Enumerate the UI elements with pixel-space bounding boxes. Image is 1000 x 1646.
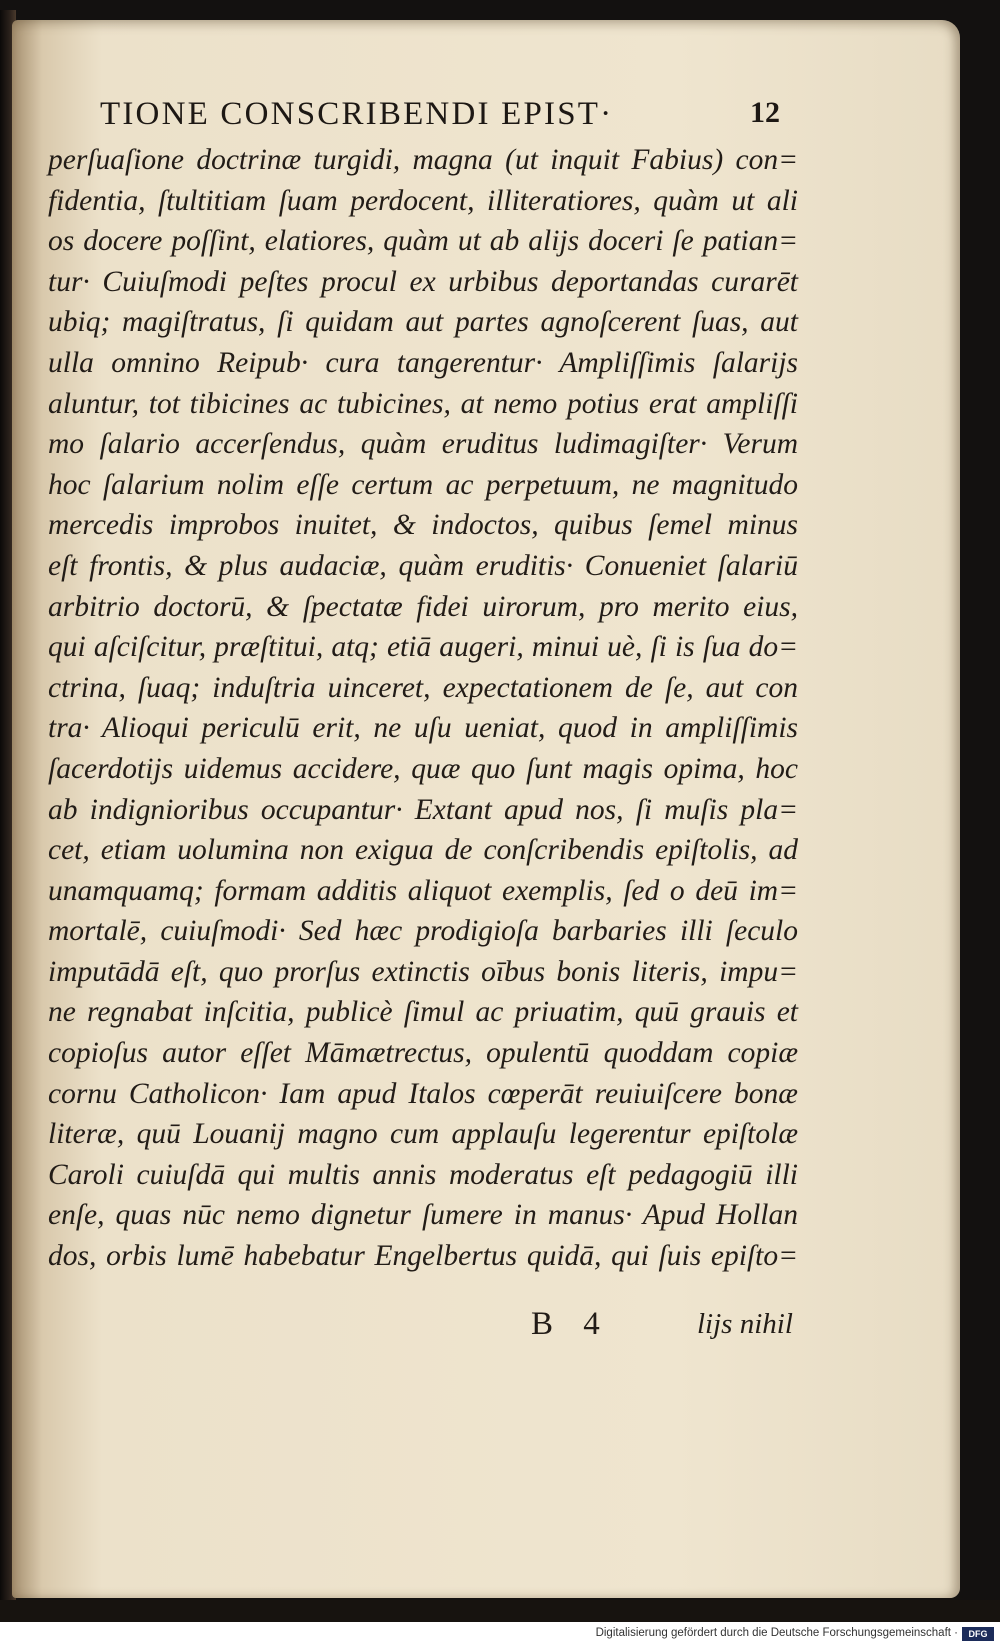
scan-bottom-edge <box>0 1600 1000 1622</box>
text-line: imputādā eſt, quo prorſus extinctis oībus bonis literis, impu= <box>48 955 798 988</box>
footer-bar <box>0 1622 1000 1646</box>
text-line: ubiq; magiſtratus, ſi quidam aut partes agnoſcerent ſuas, aut <box>48 306 798 339</box>
funding-credit: Digitalisierung gefördert durch die Deutsche Forschungsgemeinschaft · <box>595 1627 958 1639</box>
text-line: eſt frontis, & plus audaciæ, quàm eruditis· Conueniet ſalariū <box>48 549 798 582</box>
text-line: os docere poſſint, elatiores, quàm ut ab alijs doceri ſe patian= <box>48 225 798 258</box>
text-line: perſuaſione doctrinæ turgidi, magna (ut inquit Fabius) con= <box>48 144 798 176</box>
text-line: mortalē, cuiuſmodi· Sed hæc prodigioſa barbaries illi ſeculo <box>48 915 798 948</box>
text-line: ulla omnino Reipub· cura tangerentur· Ampliſſimis ſalarijs <box>48 346 798 379</box>
text-line: cornu Catholicon· Iam apud Italos cœperāt reuiuiſcere bonæ <box>48 1077 798 1110</box>
signature-mark: B 4 <box>531 1306 600 1342</box>
dfg-logo: DFG <box>962 1627 994 1641</box>
text-line: enſe, quas nūc nemo dignetur ſumere in manus· Apud Hollan <box>48 1199 798 1232</box>
text-line: tur· Cuiuſmodi peſtes procul ex urbibus deportandas curarēt <box>48 265 798 298</box>
text-line: dos, orbis lumē habebatur Engelbertus quidā, qui ſuis epiſto= <box>48 1240 798 1273</box>
text-line: ab indignioribus occupantur· Extant apud nos, ſi muſis pla= <box>48 793 798 826</box>
running-head: TIONE CONSCRIBENDI EPIST· <box>100 96 614 132</box>
text-line: fidentia, ſtultitiam ſuam perdocent, illiteratiores, quàm ut ali <box>48 184 798 217</box>
text-line: copioſus autor eſſet Māmætrectus, opulentū quoddam copiæ <box>48 1037 798 1070</box>
text-line: mercedis improbos inuitet, & indoctos, quibus ſemel minus <box>48 509 798 542</box>
text-line: ſacerdotijs uidemus accidere, quæ quo ſunt magis opima, hoc <box>48 752 798 785</box>
text-line: ne regnabat inſcitia, publicè ſimul ac priuatim, quū grauis et <box>48 996 798 1029</box>
body-text <box>48 140 798 1277</box>
text-line: tra· Alioqui periculū erit, ne uſu ueniat, quod in ampliſſimis <box>48 712 798 745</box>
text-line: unamquamq; formam additis aliquot exemplis, ſed o deū im= <box>48 874 798 907</box>
catchword: lijs nihil <box>697 1308 793 1340</box>
text-line: mo ſalario accerſendus, quàm eruditus ludimagiſter· Verum <box>48 428 798 461</box>
text-line: ctrina, ſuaq; induſtria uinceret, expectationem de ſe, aut con <box>48 671 798 704</box>
text-line: aluntur, tot tibicines ac tubicines, at nemo potius erat ampliſſi <box>48 387 798 420</box>
text-line: arbitrio doctorū, & ſpectatæ fidei uirorum, pro merito eius, <box>48 590 798 623</box>
text-line: qui aſciſcitur, præſtitui, atq; etiā augeri, minui uè, ſi is ſua do= <box>48 631 798 664</box>
folio-number: 12 <box>750 96 780 129</box>
text-line: hoc ſalarium nolim eſſe certum ac perpetuum, ne magnitudo <box>48 468 798 501</box>
text-line: literæ, quū Louanij magno cum applauſu legerentur epiſtolæ <box>48 1118 798 1151</box>
text-line: Caroli cuiuſdā qui multis annis moderatus eſt pedagogiū illi <box>48 1158 798 1191</box>
text-line: cet, etiam uolumina non exigua de conſcribendis epiſtolis, ad <box>48 834 798 867</box>
